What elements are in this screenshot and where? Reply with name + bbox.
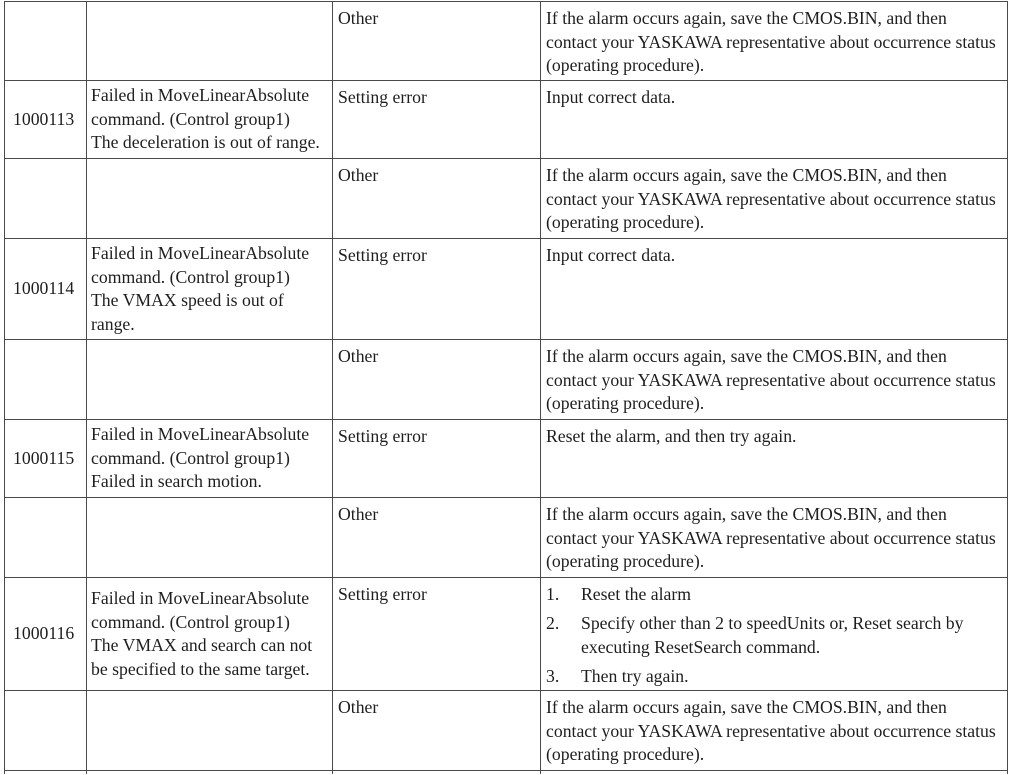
alarm-message-cell: [87, 771, 333, 775]
alarm-message-cell: [87, 578, 333, 691]
table-row: [5, 691, 1008, 771]
cause-cell: [333, 2, 541, 81]
remedy-text: If the alarm occurs again, save the CMOS.BIN, and then contact your YASKAWA representative about occurrence status (operating procedure).: [546, 165, 996, 232]
remedy-cell: [541, 340, 1008, 420]
alarm-message-cell: [87, 498, 333, 578]
cause-cell: [333, 239, 541, 340]
alarm-code-cell: [5, 239, 87, 340]
cause-text: Setting error: [338, 584, 427, 604]
remedy-step: [546, 665, 997, 689]
alarm-message-line: Failed in MoveLinearAbsolute command. (Control group1): [91, 588, 310, 632]
alarm-code-cell: [5, 691, 87, 771]
remedy-text: If the alarm occurs again, save the CMOS.BIN, and then contact your YASKAWA representative about occurrence status (operating procedure).: [546, 504, 996, 571]
remedy-text: Input correct data.: [546, 87, 676, 107]
table-row: [5, 2, 1008, 81]
cause-cell: [333, 771, 541, 775]
alarm-code: 1000113: [13, 108, 75, 129]
cause-text: Setting error: [338, 245, 427, 265]
cause-text: Other: [338, 346, 379, 366]
alarm-code: 1000114: [13, 278, 75, 299]
remedy-steps-list: [546, 583, 997, 688]
alarm-code-cell: [5, 498, 87, 578]
cause-cell: [333, 691, 541, 771]
remedy-cell: [541, 81, 1008, 159]
table-row: [5, 578, 1008, 691]
remedy-text: If the alarm occurs again, save the CMOS.BIN, and then contact your YASKAWA representative about occurrence status (operating procedure).: [546, 346, 996, 413]
remedy-step-text: Then try again.: [581, 665, 689, 686]
alarm-message-cell: [87, 340, 333, 420]
alarm-message-cell: [87, 239, 333, 340]
alarm-code-cell: [5, 771, 87, 775]
alarm-code: 1000116: [13, 623, 75, 644]
cause-cell: [333, 159, 541, 239]
cause-text: Setting error: [338, 87, 427, 107]
remedy-cell: [541, 2, 1008, 81]
remedy-cell: [541, 239, 1008, 340]
remedy-step-text: Specify other than 2 to speedUnits or, Reset search by executing ResetSearch command.: [581, 613, 964, 657]
alarm-code-cell: [5, 2, 87, 81]
cause-text: Other: [338, 504, 379, 524]
table-row-partial: [5, 771, 1008, 775]
cause-text: Setting error: [338, 426, 427, 446]
remedy-cell: [541, 159, 1008, 239]
table-row: [5, 81, 1008, 159]
alarm-code-cell: [5, 340, 87, 420]
alarm-message-cell: [87, 691, 333, 771]
alarm-message-line: Failed in search motion.: [91, 471, 262, 492]
table-row: [5, 239, 1008, 340]
alarm-message-line: The VMAX speed is out of range.: [91, 290, 284, 334]
remedy-cell: [541, 578, 1008, 691]
cause-text: Other: [338, 697, 379, 717]
cause-cell: [333, 81, 541, 159]
remedy-step: [546, 612, 997, 659]
table-row: [5, 420, 1008, 498]
table-row: [5, 159, 1008, 239]
remedy-cell: [541, 691, 1008, 771]
alarm-code: 1000115: [13, 447, 75, 468]
alarm-message-line: Failed in MoveLinearAbsolute command. (Control group1): [91, 243, 310, 287]
remedy-text: Reset the alarm, and then try again.: [546, 426, 797, 446]
remedy-text: If the alarm occurs again, save the CMOS.BIN, and then contact your YASKAWA representative about occurrence status (operating procedure).: [546, 697, 996, 764]
alarm-code-cell: [5, 159, 87, 239]
alarm-message-line: The VMAX and search can not be specified to the same target.: [91, 635, 313, 679]
alarm-code-cell: [5, 81, 87, 159]
alarm-message-cell: [87, 81, 333, 159]
cause-cell: [333, 578, 541, 691]
remedy-cell: [541, 771, 1008, 775]
alarm-message-line: Failed in MoveLinearAbsolute command. (Control group1): [91, 424, 310, 468]
table-row: [5, 498, 1008, 578]
remedy-text: Input correct data.: [546, 245, 676, 265]
cause-text: Other: [338, 8, 379, 28]
alarm-code-cell: [5, 578, 87, 691]
cause-cell: [333, 420, 541, 498]
alarm-message-line: The deceleration is out of range.: [91, 132, 320, 153]
cause-cell: [333, 340, 541, 420]
remedy-step-text: Reset the alarm: [581, 584, 692, 604]
table-row: [5, 340, 1008, 420]
alarm-table: [4, 1, 1008, 774]
remedy-step: [546, 583, 997, 607]
alarm-message-cell: [87, 420, 333, 498]
remedy-step-number: 2.: [546, 613, 560, 633]
remedy-text: If the alarm occurs again, save the CMOS.BIN, and then contact your YASKAWA representative about occurrence status (operating procedure).: [546, 8, 996, 75]
alarm-message-cell: [87, 159, 333, 239]
alarm-message-line: Failed in MoveLinearAbsolute command. (Control group1): [91, 85, 310, 129]
alarm-message-cell: [87, 2, 333, 81]
remedy-cell: [541, 420, 1008, 498]
remedy-step-number: 1.: [546, 584, 560, 604]
remedy-step-number: 3.: [546, 665, 560, 686]
alarm-code-cell: [5, 420, 87, 498]
cause-cell: [333, 498, 541, 578]
cause-text: Other: [338, 165, 379, 185]
remedy-cell: [541, 498, 1008, 578]
